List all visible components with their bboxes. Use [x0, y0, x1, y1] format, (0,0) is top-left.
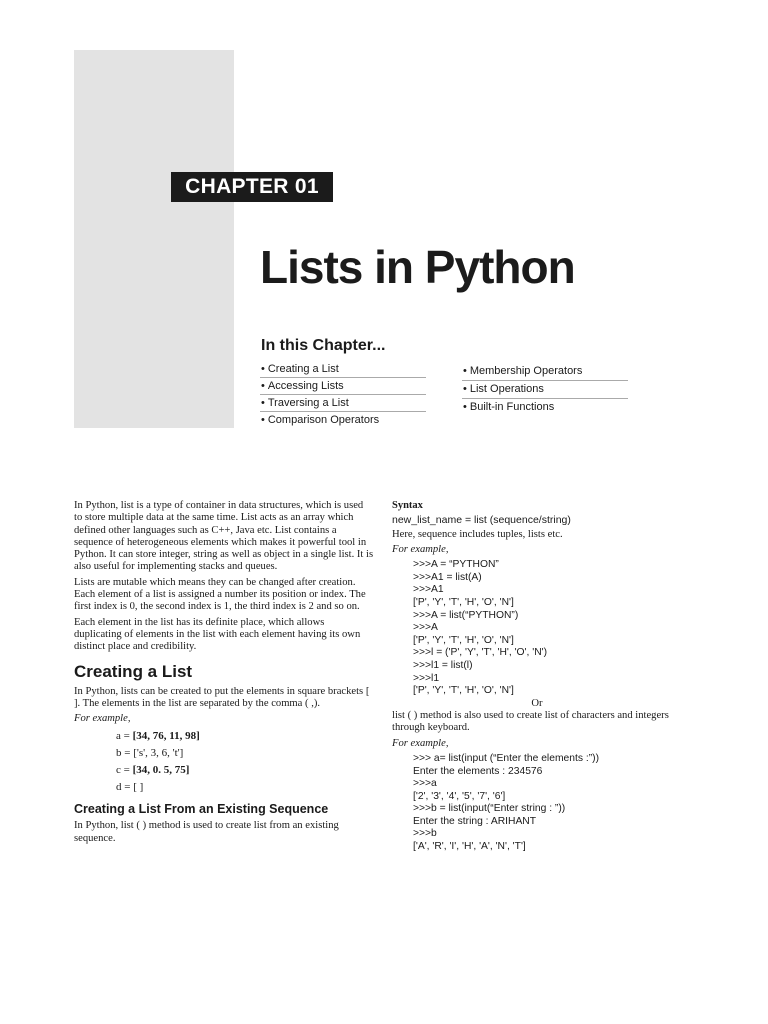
intro-paragraph: In Python, list is a type of container in data structures, which is used to store multiple data at the same time. List acts as an array which defined other languages such as C++, Java etc. List contains a sequence of heterogeneous elements which makes it powerful tool in Python. It can store integer, string as well as object in a single list. It is also useful for implementing stacks and queues. — [74, 500, 374, 573]
toc-item: • Traversing a List — [260, 395, 426, 412]
assignment-list — [74, 728, 374, 796]
toc-item: • Accessing Lists — [260, 378, 426, 395]
code-line: >>>A — [413, 622, 438, 634]
example-label: For example, — [74, 713, 131, 725]
code-line: >>>A = list(“PYTHON”) — [413, 609, 519, 621]
or-label: Or — [531, 697, 543, 709]
code-line: >>>a — [413, 778, 437, 790]
syntax-note: Here, sequence includes tuples, lists etc. — [392, 528, 563, 540]
chapter-title: Lists in Python — [260, 241, 575, 293]
example-label: For example, — [392, 737, 449, 749]
toc-right-list — [462, 363, 628, 417]
assignment-line: c = [34, 0. 5, 75] — [116, 764, 190, 777]
chapter-label: CHAPTER 01 — [171, 172, 333, 202]
syntax-label: Syntax — [392, 500, 423, 511]
code-line: >>>l = ('P', 'Y', 'T', 'H', 'O', 'N') — [413, 647, 548, 659]
toc-item: • Built-in Functions — [462, 399, 628, 417]
decorative-grey-block — [74, 50, 234, 428]
code-line: >>>b = list(input(“Enter string : ”)) — [413, 803, 566, 815]
code-line: ['P', 'Y', 'T', 'H', 'O', 'N'] — [413, 685, 514, 697]
code-line: >>> a= list(input (“Enter the elements :”)) — [413, 752, 599, 764]
subsection-paragraph: In Python, list ( ) method is used to create list from an existing sequence. — [74, 820, 339, 844]
example-label: For example, — [392, 543, 449, 555]
toc-item: • Comparison Operators — [260, 412, 426, 429]
code-line: Enter the string : ARIHANT — [413, 815, 537, 827]
subsection-heading: Creating a List From an Existing Sequence — [74, 802, 329, 817]
list-literal: [34, 76, 11, 98] — [132, 730, 200, 743]
code-line: >>>A1 — [413, 584, 444, 596]
list-literal: [34, 0. 5, 75] — [132, 764, 190, 777]
intro-paragraph: Lists are mutable which means they can be changed after creation. Each element of a list is assigned a number its position or index. The first index is 0, the second index is 1, the third index is 2 and so on. — [74, 576, 366, 613]
code-line: >>>l1 = list(l) — [413, 659, 473, 671]
assignment-line: d = [ ] — [116, 781, 144, 794]
right-column — [392, 500, 682, 854]
toc-heading: In this Chapter... — [261, 337, 386, 354]
intro-paragraph: Each element in the list has its definite place, which allows duplicating of elements in the list with each element having its own distinct place and credibility. — [74, 616, 361, 653]
section-heading: Creating a List — [74, 661, 193, 681]
code-line: ['P', 'Y', 'T', 'H', 'O', 'N'] — [413, 634, 514, 646]
section-paragraph: In Python, lists can be created to put the elements in square brackets [ ]. The elements in the list are separated by the comma ( ,). — [74, 685, 370, 709]
code-line: >>>A1 = list(A) — [413, 571, 482, 583]
code-line: ['A', 'R', 'I', 'H', 'A', 'N', 'T'] — [413, 841, 526, 853]
code-block — [392, 559, 682, 698]
code-block — [392, 753, 682, 854]
toc-item: • Creating a List — [260, 361, 426, 378]
assignment-line: a = [34, 76, 11, 98] — [116, 730, 200, 743]
toc-item: • Membership Operators — [462, 363, 628, 381]
code-line: >>>A = “PYTHON” — [413, 559, 499, 571]
code-line: Enter the elements : 234576 — [413, 765, 543, 777]
list-note: list ( ) method is also used to create list of characters and integers through keyboard. — [392, 710, 669, 734]
syntax-line: new_list_name = list (sequence/string) — [392, 514, 571, 527]
code-line: ['2', '3', '4', '5', '7', '6'] — [413, 790, 506, 802]
code-line: >>>b — [413, 828, 437, 840]
left-column — [74, 500, 374, 848]
toc-left-list — [260, 361, 426, 429]
toc-item: • List Operations — [462, 381, 628, 399]
code-line: ['P', 'Y', 'T', 'H', 'O', 'N'] — [413, 596, 514, 608]
code-line: >>>l1 — [413, 672, 440, 684]
assignment-line: b = ['s', 3, 6, 't'] — [116, 747, 184, 760]
